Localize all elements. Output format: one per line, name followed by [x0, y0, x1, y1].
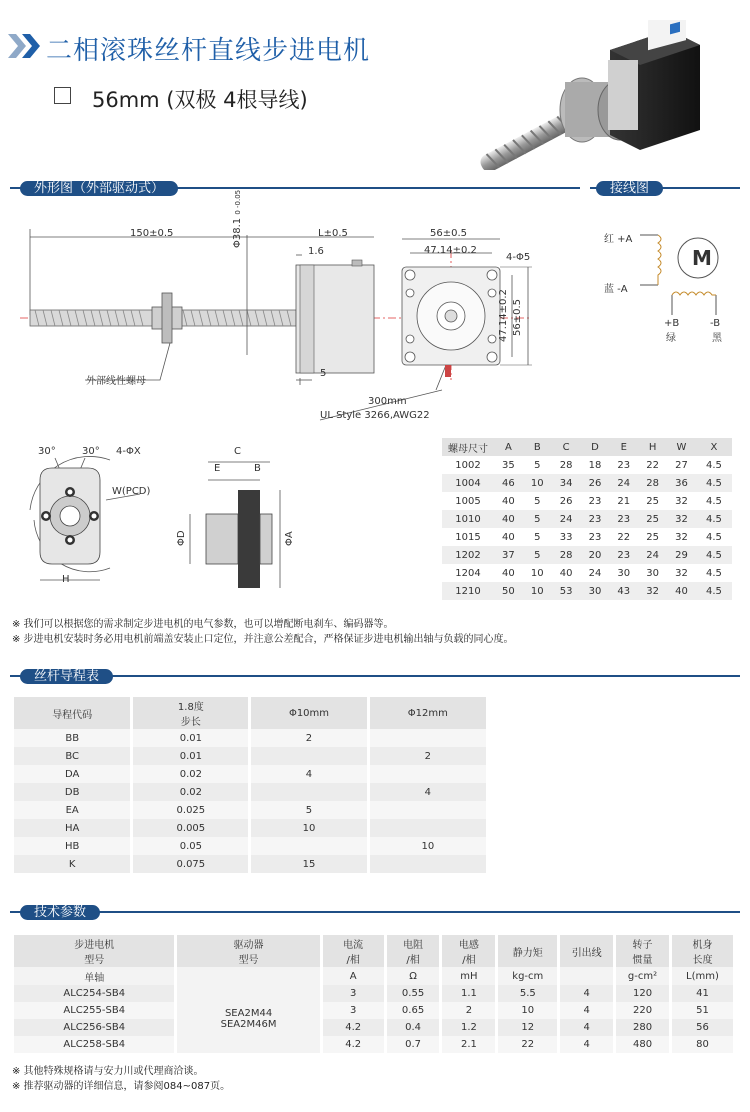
header-line: /相 — [406, 955, 420, 966]
table-header-cell: 导程代码 — [14, 697, 132, 729]
table-cell: 5.5 — [497, 985, 559, 1002]
table-header-row — [14, 697, 488, 729]
cable-length: 300mm — [368, 396, 407, 407]
table-cell: 32 — [667, 510, 696, 528]
table-cell: 480 — [615, 1036, 671, 1053]
table-row — [442, 456, 732, 474]
table-header-cell: X — [696, 438, 732, 456]
table-cell: 51 — [670, 1002, 734, 1019]
table-cell: 28 — [552, 546, 581, 564]
table-row — [14, 819, 488, 837]
table-cell: 23 — [588, 531, 602, 543]
table-cell: K — [14, 855, 132, 873]
table-cell: 0.075 — [132, 855, 250, 873]
table-header-cell — [132, 697, 250, 729]
table-cell: 33 — [559, 531, 573, 543]
table-cell: 0.005 — [132, 819, 250, 837]
table-row — [14, 729, 488, 747]
dim-5: 5 — [320, 368, 327, 379]
dim-phi-a: ΦA — [284, 531, 295, 546]
driver-cell — [176, 985, 321, 1053]
table-header-cell — [670, 935, 734, 967]
header-line: 电流 — [343, 940, 364, 951]
table-cell: 1004 — [442, 474, 494, 492]
table-cell — [368, 819, 487, 837]
table-row — [442, 546, 732, 564]
dim-vertical-4714: 47.14±0.2 — [498, 289, 509, 342]
table-cell — [368, 801, 487, 819]
table-cell: 1204 — [455, 567, 481, 579]
table-cell: 50 — [494, 582, 523, 600]
table-units-row — [14, 967, 735, 985]
table-cell: 36 — [667, 474, 696, 492]
table-cell: 1210 — [442, 582, 494, 600]
table-row — [442, 474, 732, 492]
header-line: 1.8度 — [177, 702, 204, 713]
table-cell: 1002 — [455, 459, 481, 471]
table-row — [14, 1019, 735, 1036]
table-cell: 28 — [638, 474, 667, 492]
table-cell: 5 — [523, 546, 552, 564]
table-cell: 32 — [675, 495, 688, 507]
table-cell: 2 — [368, 747, 487, 765]
table-cell: 29 — [667, 546, 696, 564]
note-3: ※ 其他特殊规格请与安力川或代理商洽谈。 — [12, 1066, 204, 1077]
angle-30-right: 30° — [82, 446, 100, 457]
table-cell: 22 — [497, 1036, 559, 1053]
table-header-cell: 螺母尺寸 — [442, 438, 494, 456]
table-row — [14, 783, 488, 801]
table-cell: g-cm² — [615, 967, 671, 985]
table-cell: 4 — [559, 1036, 615, 1053]
dim-e: E — [214, 463, 221, 474]
table-cell: 4.2 — [321, 1019, 385, 1036]
dim-c: C — [234, 446, 241, 457]
driver-model: SEA2M46M — [220, 1019, 277, 1030]
table-cell: 26 — [581, 474, 610, 492]
table-cell: 3 — [321, 985, 385, 1002]
table-header-cell — [321, 935, 385, 967]
table-header-cell — [615, 935, 671, 967]
table-row — [14, 1036, 735, 1053]
section-divider — [10, 675, 740, 677]
header-line: 电阻 — [403, 940, 424, 951]
table-header-cell: Φ12mm — [368, 697, 487, 729]
table-cell: BB — [14, 729, 132, 747]
table-header-cell: E — [609, 438, 638, 456]
wire-blue: 蓝 -A — [604, 284, 628, 295]
table-row — [14, 765, 488, 783]
table-cell: 27 — [675, 459, 688, 471]
table-cell: 15 — [250, 855, 368, 873]
table-row — [14, 837, 488, 855]
table-cell: 4.5 — [706, 531, 722, 543]
angle-30-left: 30° — [38, 446, 56, 457]
dim-l: L±0.5 — [318, 228, 348, 239]
table-cell: 0.02 — [132, 765, 250, 783]
table-cell: 4.5 — [706, 459, 722, 471]
table-cell: 32 — [638, 582, 667, 600]
table-cell: 24 — [638, 546, 667, 564]
chevron-icon — [8, 34, 44, 58]
table-header-cell: W — [667, 438, 696, 456]
table-cell: 21 — [617, 495, 631, 507]
checkbox-icon — [54, 87, 71, 104]
header-line: 驱动器 — [233, 940, 264, 951]
table-cell: 1010 — [442, 510, 494, 528]
table-header-cell — [176, 935, 321, 967]
motor-symbol: M — [692, 246, 712, 270]
table-cell: 0.65 — [385, 1002, 441, 1019]
table-cell: 2.1 — [441, 1036, 497, 1053]
table-cell: DB — [14, 783, 132, 801]
lead-table — [14, 697, 489, 873]
table-cell: 单轴 — [14, 967, 176, 985]
table-cell: 2 — [250, 729, 368, 747]
header-line: 步长 — [180, 717, 201, 728]
header-line: 转子 — [632, 940, 653, 951]
table-cell: Ω — [385, 967, 441, 985]
table-cell: 220 — [615, 1002, 671, 1019]
table-cell: 22 — [617, 531, 631, 543]
table-cell: 5 — [534, 531, 541, 543]
table-cell: 120 — [615, 985, 671, 1002]
header-line: /相 — [346, 955, 360, 966]
nut-label: 外部线性螺母 — [86, 376, 146, 387]
table-cell: 3 — [321, 1002, 385, 1019]
table-cell: 0.01 — [132, 729, 250, 747]
table-cell: 34 — [552, 474, 581, 492]
table-cell: 25 — [646, 495, 659, 507]
section-divider — [10, 911, 740, 913]
table-cell: ALC256-SB4 — [14, 1019, 176, 1036]
dim-width-56: 56±0.5 — [430, 228, 468, 239]
table-cell: HB — [14, 837, 132, 855]
table-cell: 53 — [552, 582, 581, 600]
header-line: 型号 — [238, 955, 259, 966]
table-cell: 1.2 — [441, 1019, 497, 1036]
table-row — [14, 801, 488, 819]
wire-minus-b: -B — [710, 318, 721, 329]
table-row — [442, 528, 732, 546]
table-row — [14, 747, 488, 765]
table-cell: 25 — [646, 531, 659, 543]
nut-size-table — [442, 438, 732, 600]
cable-spec: UL Style 3266,AWG22 — [320, 410, 430, 421]
table-cell — [250, 783, 368, 801]
dim-1-6: 1.6 — [308, 246, 324, 257]
table-cell — [559, 967, 615, 985]
wire-red: 红 +A — [604, 234, 633, 245]
table-cell — [250, 837, 368, 855]
table-cell: 4 — [559, 985, 615, 1002]
table-cell: 40 — [667, 582, 696, 600]
table-cell: 2 — [441, 1002, 497, 1019]
table-cell: 40 — [502, 567, 515, 579]
table-cell: 5 — [534, 495, 541, 507]
table-cell: 46 — [494, 474, 523, 492]
table-cell: 10 — [523, 582, 552, 600]
note-2: ※ 步进电机安装时务必用电机前端盖安装止口定位，并注意公差配合，严格保证步进电机输出轴与负载的同心度。 — [12, 634, 514, 645]
table-cell: 35 — [502, 459, 515, 471]
table-cell: 1015 — [455, 531, 481, 543]
dim-holes: 4-Φ5 — [506, 252, 531, 263]
section-lead-header: 丝杆导程表 — [20, 665, 113, 687]
table-row — [442, 564, 732, 582]
table-cell: 30 — [617, 567, 631, 579]
wire-green: 绿 — [666, 333, 676, 344]
table-header-row — [442, 438, 732, 456]
dim-length-150: 150±0.5 — [130, 228, 174, 239]
table-cell: kg-cm — [497, 967, 559, 985]
table-cell: 40 — [502, 495, 515, 507]
table-header-cell — [559, 935, 615, 967]
table-cell: 43 — [609, 582, 638, 600]
wire-plus-b: +B — [664, 318, 680, 329]
table-cell: 4.5 — [696, 582, 732, 600]
table-cell: 10 — [497, 1002, 559, 1019]
table-cell: 30 — [581, 582, 610, 600]
table-cell: 80 — [670, 1036, 734, 1053]
table-cell: EA — [14, 801, 132, 819]
table-cell — [368, 855, 487, 873]
table-cell: ALC255-SB4 — [14, 1002, 176, 1019]
table-header-cell: C — [552, 438, 581, 456]
header-line: 型号 — [84, 955, 105, 966]
table-cell: 0.7 — [385, 1036, 441, 1053]
table-cell: 28 — [559, 459, 573, 471]
table-cell: 0.01 — [132, 747, 250, 765]
table-cell — [176, 967, 321, 985]
table-cell: 40 — [494, 510, 523, 528]
pcd-label: W(PCD) — [112, 486, 151, 497]
table-cell: 37 — [494, 546, 523, 564]
table-row — [442, 582, 732, 600]
wire-black: 黑 — [712, 333, 722, 344]
table-cell: L(mm) — [670, 967, 734, 985]
table-cell: 280 — [615, 1019, 671, 1036]
table-cell: 5 — [250, 801, 368, 819]
table-cell: 23 — [609, 546, 638, 564]
table-cell — [250, 747, 368, 765]
table-cell: 30 — [646, 567, 659, 579]
table-header-row — [14, 935, 735, 967]
table-cell: 10 — [250, 819, 368, 837]
table-cell: 0.55 — [385, 985, 441, 1002]
dim-h: H — [62, 574, 70, 585]
table-header-cell: H — [638, 438, 667, 456]
table-cell: 24 — [588, 567, 602, 579]
table-cell: 0.025 — [132, 801, 250, 819]
section-tech-header: 技术参数 — [20, 901, 100, 923]
dim-diameter: Φ38.1 0 -0.05 — [232, 189, 243, 248]
table-cell: 18 — [588, 459, 602, 471]
table-cell — [368, 765, 487, 783]
page-subtitle: 56mm (双极 4根导线) — [92, 88, 308, 112]
table-cell: 10 — [523, 474, 552, 492]
header-line: /相 — [462, 955, 476, 966]
table-cell: 26 — [559, 495, 573, 507]
table-cell: 4.5 — [706, 567, 722, 579]
table-header-cell — [441, 935, 497, 967]
table-cell: 4 — [250, 765, 368, 783]
table-cell: ALC258-SB4 — [14, 1036, 176, 1053]
table-header-cell: Φ10mm — [250, 697, 368, 729]
table-cell: 0.02 — [132, 783, 250, 801]
header-line: 静力矩 — [512, 947, 543, 959]
table-cell: BC — [14, 747, 132, 765]
table-cell: 23 — [588, 495, 602, 507]
motor-product-image — [470, 20, 710, 170]
table-cell: 25 — [638, 510, 667, 528]
table-cell: 12 — [497, 1019, 559, 1036]
table-cell: 20 — [581, 546, 610, 564]
header-line: 电感 — [458, 940, 479, 951]
note-4: ※ 推荐驱动器的详细信息，请参阅084~087页。 — [12, 1081, 231, 1092]
table-cell: 24 — [609, 474, 638, 492]
table-cell: 4.5 — [696, 474, 732, 492]
table-header-cell: A — [494, 438, 523, 456]
table-cell: 1202 — [442, 546, 494, 564]
section-wiring-header: 接线图 — [596, 177, 663, 199]
table-cell: 32 — [675, 567, 688, 579]
table-cell: 40 — [559, 567, 573, 579]
table-cell: 1.1 — [441, 985, 497, 1002]
table-header-cell: D — [581, 438, 610, 456]
table-cell: 5 — [523, 510, 552, 528]
table-cell: 4 — [368, 783, 487, 801]
table-cell: 32 — [675, 531, 688, 543]
table-header-cell — [497, 935, 559, 967]
table-row — [442, 510, 732, 528]
table-cell: HA — [14, 819, 132, 837]
header-line: 机身 — [692, 940, 713, 951]
table-header-cell — [385, 935, 441, 967]
table-cell: ALC254-SB4 — [14, 985, 176, 1002]
table-cell: mH — [441, 967, 497, 985]
table-cell: 4.2 — [321, 1036, 385, 1053]
header-line: 引出线 — [571, 947, 602, 959]
table-cell: 4.5 — [706, 495, 722, 507]
table-header-cell — [14, 935, 176, 967]
table-cell: 23 — [581, 510, 610, 528]
table-row — [14, 1002, 735, 1019]
table-header-cell: B — [523, 438, 552, 456]
table-cell: 10 — [368, 837, 487, 855]
table-cell: 4 — [559, 1002, 615, 1019]
table-cell: A — [321, 967, 385, 985]
driver-model: SEA2M44 — [224, 1008, 273, 1019]
tech-table — [14, 935, 736, 1053]
table-cell: 56 — [670, 1019, 734, 1036]
table-cell: 22 — [646, 459, 659, 471]
header-line: 长度 — [692, 955, 713, 966]
page-title: 二相滚珠丝杆直线步进电机 — [46, 36, 371, 66]
table-cell: 24 — [552, 510, 581, 528]
dim-phi-d: ΦD — [176, 530, 187, 546]
table-cell: 4.5 — [696, 510, 732, 528]
header-line: 惯量 — [632, 955, 653, 966]
dim-width-4714: 47.14±0.2 — [424, 245, 477, 256]
table-cell: 41 — [670, 985, 734, 1002]
holes-x: 4-ΦX — [116, 446, 141, 457]
table-cell: 1005 — [455, 495, 481, 507]
section-outline-header: 外形图（外部驱动式） — [20, 177, 178, 199]
table-cell: 10 — [530, 567, 544, 579]
table-row — [442, 492, 732, 510]
table-row — [14, 855, 488, 873]
table-cell: 0.4 — [385, 1019, 441, 1036]
table-cell: 5 — [534, 459, 541, 471]
table-cell: 23 — [617, 459, 631, 471]
dim-vertical-56: 56±0.5 — [512, 298, 523, 336]
table-cell: 40 — [502, 531, 515, 543]
note-1: ※ 我们可以根据您的需求制定步进电机的电气参数，也可以增配断电刹车、编码器等。 — [12, 619, 394, 630]
table-cell: 4 — [559, 1019, 615, 1036]
dim-b: B — [254, 463, 261, 474]
table-row — [14, 985, 735, 1002]
table-cell — [368, 729, 487, 747]
table-cell: 0.05 — [132, 837, 250, 855]
table-cell: 4.5 — [696, 546, 732, 564]
table-cell: DA — [14, 765, 132, 783]
header-line: 步进电机 — [74, 940, 115, 951]
table-cell: 23 — [609, 510, 638, 528]
